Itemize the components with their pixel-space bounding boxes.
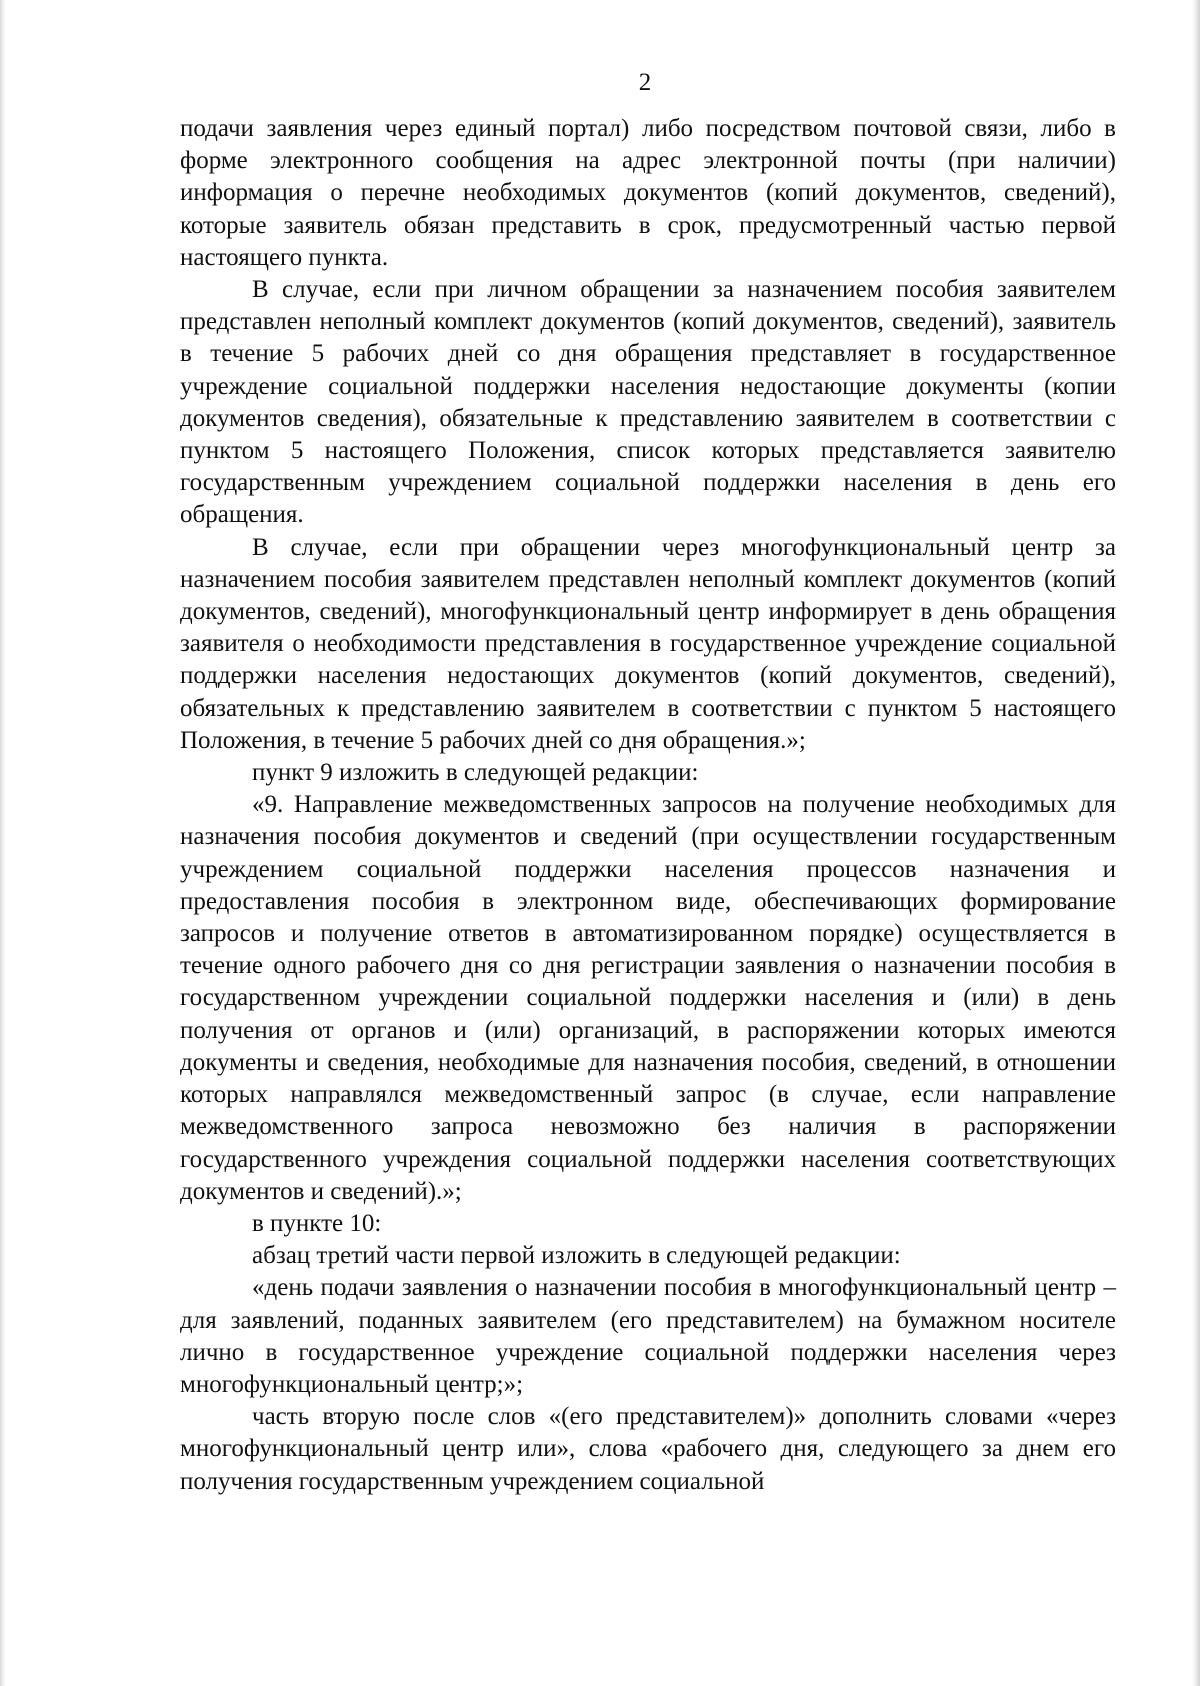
paragraph: В случае, если при личном обращении за назначением пособия заявителем представлен неполный комплект документов (копий документов, сведений), заявитель в течение 5 рабочих дней со дня обращения представляет в государственное учреждение социальной поддержки населения недостающие документы (копии документов сведения), обязательные к представлению заявителем в соответствии с пунктом 5 настоящего Положения, список которых представляется заявителю государственным учреждением социальной поддержки населения в день его обращения.	[180, 276, 1116, 529]
paragraph: часть вторую после слов «(его представителем)» дополнить словами «через многофункциональный центр или», слова «рабочего дня, следующего за днем его получения государственным учреждением социальной	[180, 1403, 1116, 1495]
scan-edge-left	[0, 0, 6, 1686]
document-body	[180, 113, 1116, 1498]
scan-edge-right	[1192, 0, 1200, 1686]
paragraph: абзац третий части первой изложить в следующей редакции:	[252, 1242, 901, 1270]
paragraph-continuation: подачи заявления через единый портал) либо посредством почтовой связи, либо в форме электронного сообщения на адрес электронной почты (при наличии) информация о перечне необходимых документов (копий документов, сведений), которые заявитель обязан представить в срок, предусмотренный частью первой настоящего пункта.	[180, 115, 1116, 271]
paragraph: в пункте 10:	[252, 1209, 382, 1237]
paragraph: В случае, если при обращении через многофункциональный центр за назначением пособия заявителем представлен неполный комплект документов (копий документов, сведений), многофункциональный центр информирует в день обращения заявителя о необходимости представления в государственное учреждение социальной поддержки населения недостающих документов (копий документов, сведений), обязательных к представлению заявителем в соответствии с пунктом 5 настоящего Положения, в течение 5 рабочих дней со дня обращения.»;	[180, 533, 1116, 754]
paragraph: пункт 9 изложить в следующей редакции:	[252, 759, 699, 787]
paragraph: «9. Направление межведомственных запросов на получение необходимых для назначения пособия документов и сведений (при осуществлении государственным учреждением социальной поддержки населения процессов назначения и предоставления пособия в электронном виде, обеспечивающих формирование запросов и получение ответов в автоматизированном порядке) осуществляется в течение одного рабочего дня со дня регистрации заявления о назначении пособия в государственном учреждении социальной поддержки населения и (или) в день получения от органов и (или) организаций, в распоряжении которых имеются документы и сведения, необходимые для назначения пособия, сведений, в отношении которых направлялся межведомственный запрос (в случае, если направление межведомственного запроса невозможно без наличия в распоряжении государственного учреждения социальной поддержки населения соответствующих документов и сведений).»;	[180, 791, 1116, 1205]
page-number: 2	[638, 69, 652, 96]
paragraph: «день подачи заявления о назначении пособия в многофункциональный центр – для заявлений, поданных заявителем (его представителем) на бумажном носителе лично в государственное учреждение социальной поддержки населения через многофункциональный центр;»;	[180, 1274, 1116, 1398]
